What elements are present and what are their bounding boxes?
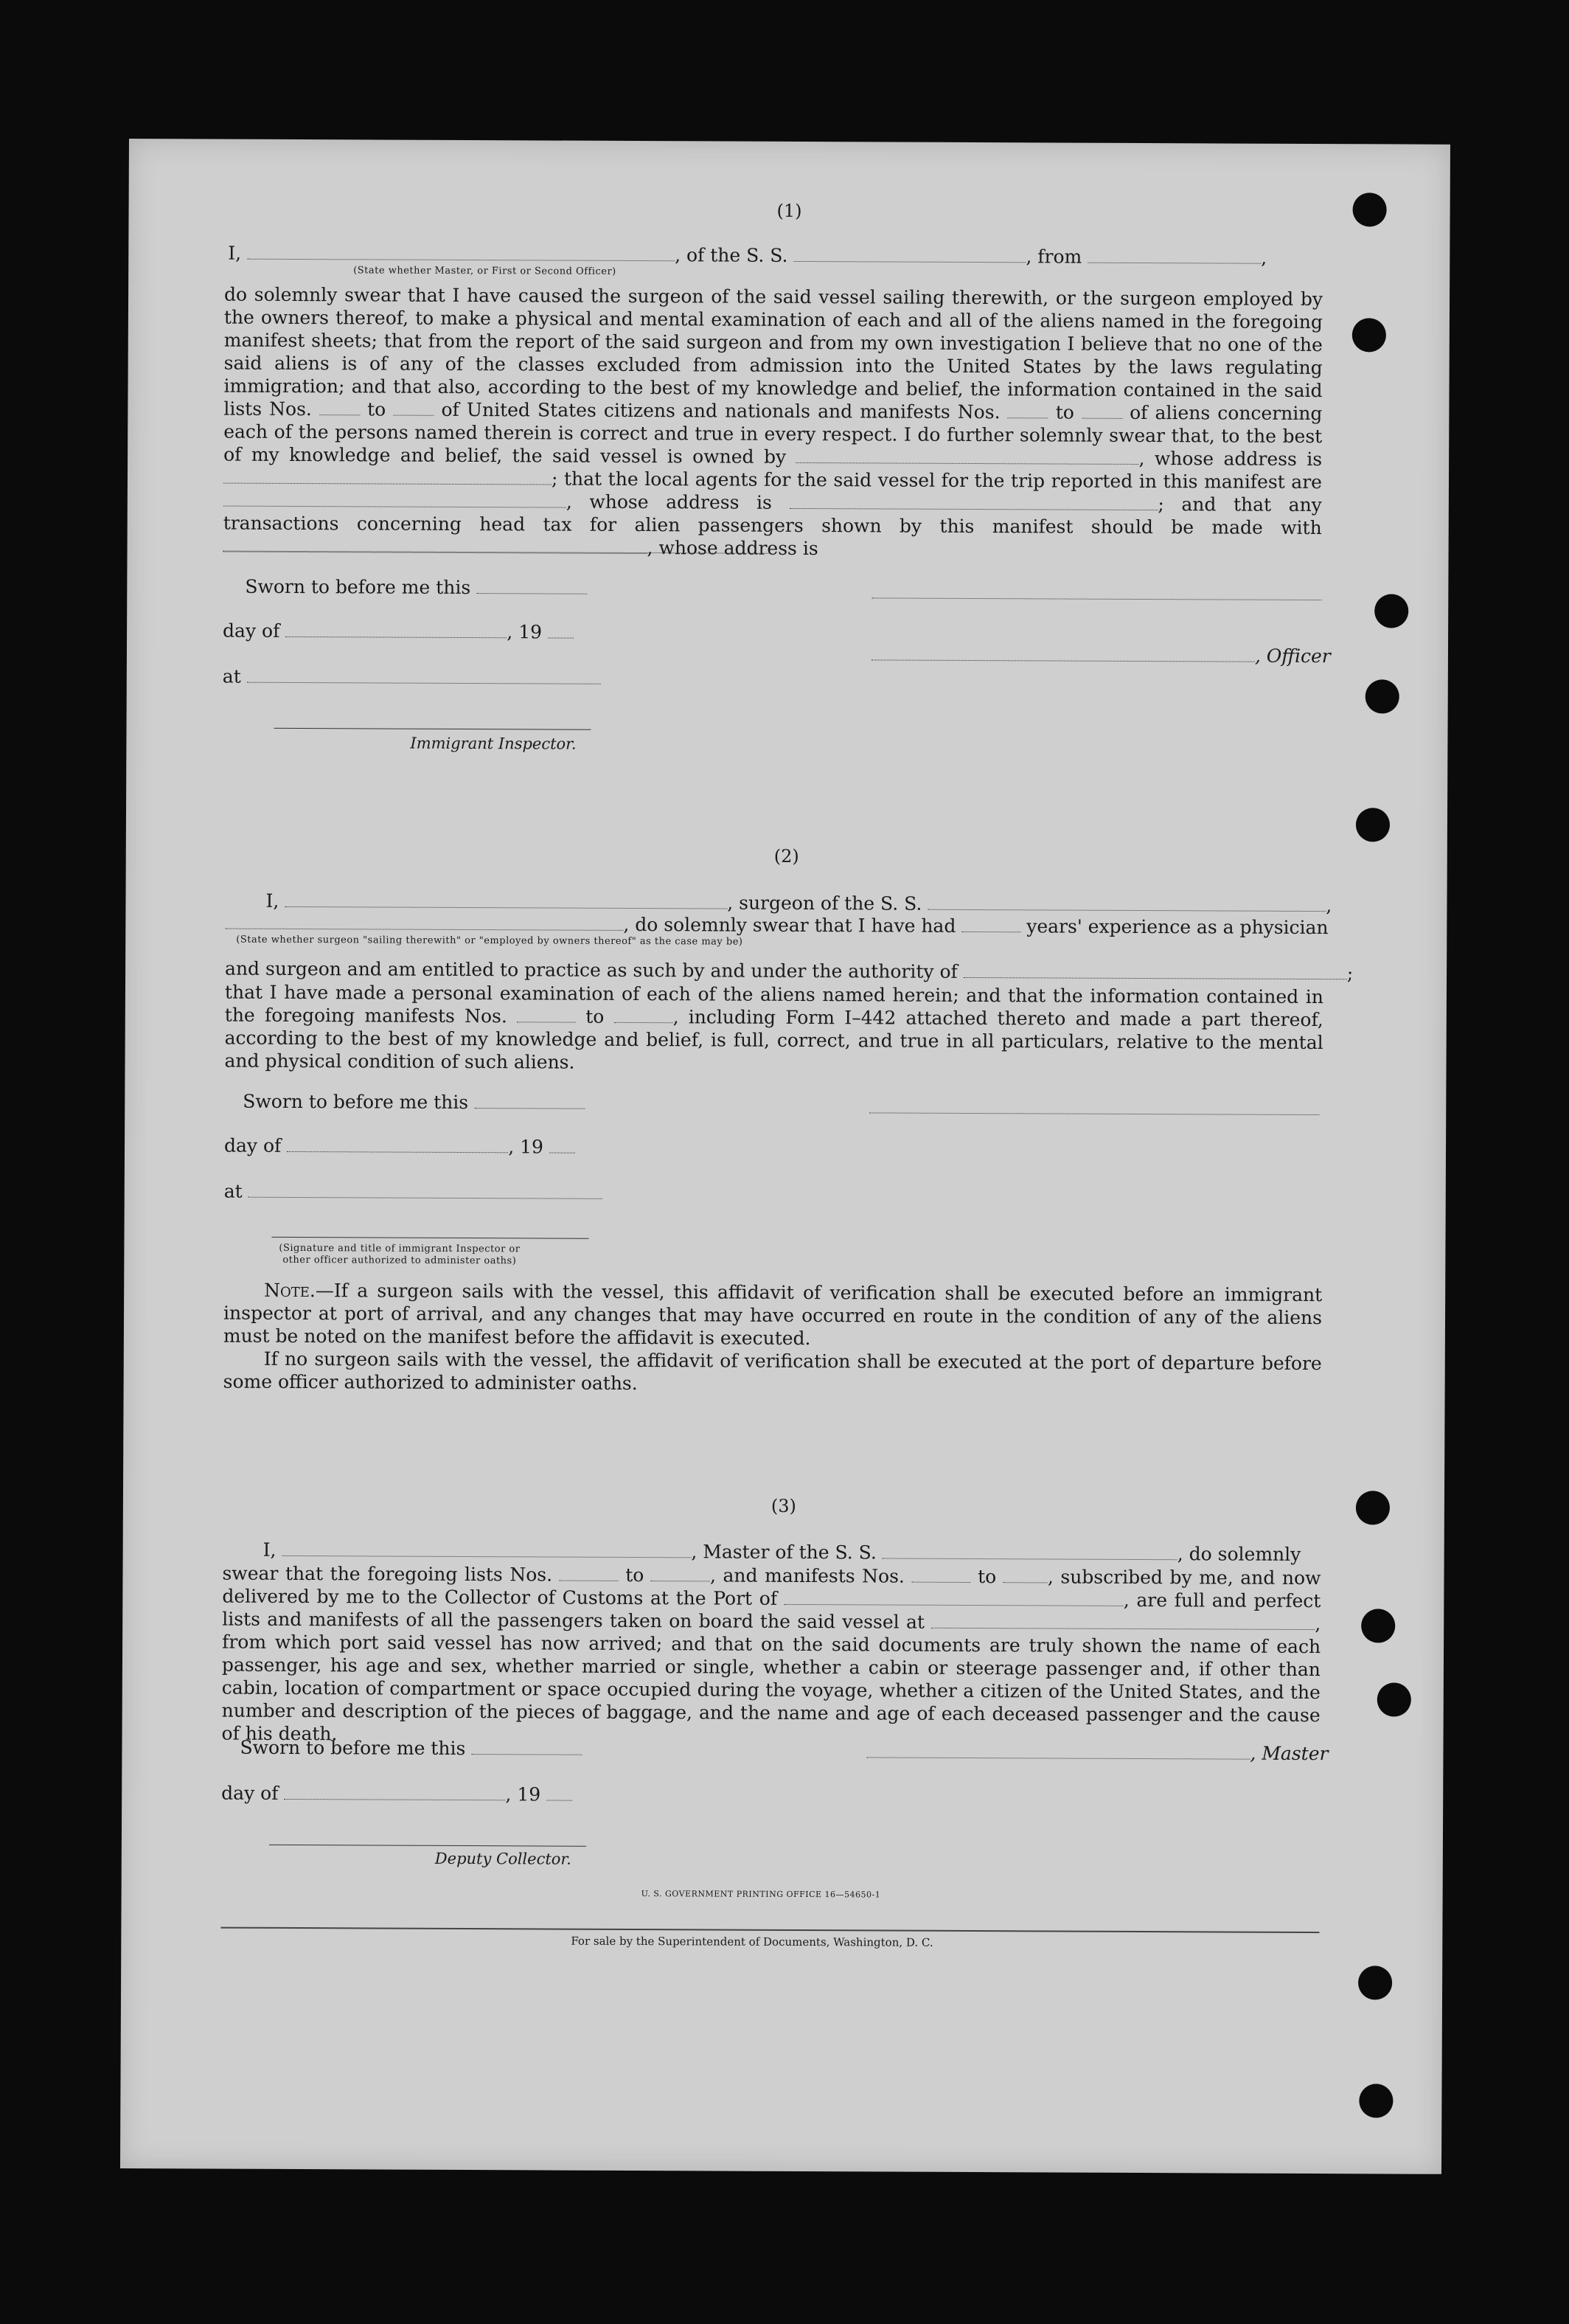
citizen-list-from-field[interactable] <box>319 401 360 415</box>
sale-notice: For sale by the Superintendent of Documents, Washington, D. C. <box>571 1934 933 1949</box>
punch-hole <box>1374 594 1408 628</box>
master-vessel-field[interactable] <box>883 1544 1177 1560</box>
section-3-master: , Master <box>866 1741 1328 1764</box>
at-location-field[interactable] <box>247 669 601 684</box>
surgeon-status-note: (State whether surgeon "sailing therewith" or "employed by owners thereof" as the case may be) <box>236 934 743 948</box>
officer-signature-line-1[interactable] <box>872 597 1321 600</box>
section-1-body: do solemnly swear that I have caused the surgeon of the said vessel sailing therewith, or the surgeon employed by the owners thereof, to make a physical and mental examination of each and all of the aliens named in the foregoing manifest sheets; that from the report of the said surgeon and from my own investigation I believe that no one of the said aliens is of any of the classes excluded from admission into the United States by the laws regulating immigration; and that also, according to the best of my knowledge and belief, the information contained in the said lists Nos. to of United States citizens and nationals and manifests Nos. to of aliens concerning each of the persons named therein is correct and true in every respect. I do further solemnly swear that, to the best of my knowledge and belief, the said vessel is owned by , whose address is ; that the local agents for the said vessel for the trip reported in this manifest are , whose address is ; and that any transactions concerning head tax for alien passengers shown by this manifest should be made with , whose address is <box>223 283 1323 560</box>
section-2-day: day of , 19 <box>224 1135 575 1158</box>
manifest-from-field-2[interactable] <box>517 1008 576 1022</box>
sworn-date-field-2[interactable] <box>474 1095 585 1109</box>
sworn-date-field[interactable] <box>476 580 587 594</box>
surgeon-signature-line[interactable] <box>869 1112 1319 1115</box>
surgeon-vessel-field[interactable] <box>928 896 1326 912</box>
officer-rank-field[interactable] <box>247 246 675 262</box>
year-field-2[interactable] <box>549 1140 575 1154</box>
footer-rule <box>220 1927 1319 1934</box>
day-month-field-2[interactable] <box>287 1138 508 1153</box>
manifest-to-field[interactable] <box>1082 405 1122 419</box>
year-field-3[interactable] <box>546 1786 572 1800</box>
master-signature-line[interactable] <box>866 1744 1250 1759</box>
agents-field[interactable] <box>223 493 566 508</box>
deputy-title: Deputy Collector. <box>434 1849 571 1868</box>
officer-signature-line-3[interactable] <box>272 1237 589 1239</box>
section-1-day: day of , 19 <box>223 620 574 643</box>
from-port-field[interactable] <box>1088 249 1261 264</box>
signature-note-2: other officer authorized to administer oaths) <box>282 1254 517 1267</box>
punch-hole <box>1361 1609 1395 1643</box>
agents-address-field[interactable] <box>789 495 1158 510</box>
port-of-field[interactable] <box>784 1591 1124 1606</box>
form-page <box>120 139 1450 2174</box>
surgeon-status-field[interactable] <box>225 915 623 931</box>
section-3-day: day of , 19 <box>221 1783 572 1806</box>
gpo-imprint: U. S. GOVERNMENT PRINTING OFFICE 16—54650-1 <box>641 1889 881 1900</box>
year-field[interactable] <box>548 624 574 638</box>
vessel-name-field[interactable] <box>793 248 1026 263</box>
manifest-from-field[interactable] <box>1008 404 1048 418</box>
punch-hole <box>1352 318 1386 352</box>
section-1-sworn: Sworn to before me this <box>245 576 587 599</box>
punch-hole <box>1377 1682 1411 1716</box>
lists-from-field[interactable] <box>560 1567 619 1581</box>
deputy-signature-line[interactable] <box>269 1845 586 1847</box>
manifests-from-field-3[interactable] <box>911 1569 970 1583</box>
section-3-line1: I, , Master of the S. S. , do solemnly <box>262 1539 1301 1565</box>
master-name-field[interactable] <box>282 1542 691 1558</box>
section-2-line3: and surgeon and am entitled to practice as such by and under the authority of ; <box>225 957 1354 985</box>
section-2-number: (2) <box>773 845 799 867</box>
signature-note-1: (Signature and title of immigrant Inspector or <box>279 1242 521 1255</box>
citizen-list-to-field[interactable] <box>393 402 434 416</box>
punch-hole <box>1359 2084 1393 2117</box>
inspector-title: Immigrant Inspector. <box>410 734 577 753</box>
section-1-line1: I, , of the S. S. , from , <box>228 242 1267 268</box>
sworn-date-field-3[interactable] <box>471 1741 582 1755</box>
punch-hole <box>1358 1966 1392 1999</box>
section-2-at: at <box>224 1181 602 1204</box>
section-2-note: Note.—If a surgeon sails with the vessel, this affidavit of verification shall be executed before an immigrant inspector at port of arrival, and any changes that may have occurred en route in the condition of any of the aliens must be noted on the manifest before the affidavit is executed. If no surgeon sails with the vessel, the affidavit of verification shall be executed at the port of departure before some officer authorized to administer oaths. <box>223 1279 1323 1395</box>
owner-address-field[interactable] <box>223 470 552 485</box>
boarding-port-field[interactable] <box>931 1614 1315 1630</box>
manifest-to-field-2[interactable] <box>614 1009 673 1023</box>
inspector-signature-line[interactable] <box>274 728 591 730</box>
day-month-field[interactable] <box>285 623 507 638</box>
surgeon-name-field[interactable] <box>285 893 727 909</box>
years-experience-field[interactable] <box>961 918 1020 932</box>
at-location-field-2[interactable] <box>248 1184 602 1199</box>
section-1-at: at <box>223 666 601 689</box>
manifests-to-field-3[interactable] <box>1003 1569 1048 1583</box>
section-1-officer: , Officer <box>872 643 1331 667</box>
officer-signature-line-2[interactable] <box>872 646 1255 662</box>
owner-field[interactable] <box>796 449 1139 465</box>
day-month-field-3[interactable] <box>284 1786 505 1800</box>
section-2-body: that I have made a personal examination of each of the aliens named herein; and that the information contained in the foregoing manifests Nos. to , including Form I–442 attached thereto and made a part thereof, according to the best of my knowledge and belief, is full, correct, and true in all particulars, relative to the mental and physical condition of such aliens. <box>224 981 1324 1073</box>
punch-hole <box>1356 808 1390 842</box>
section-2-line2: , do solemnly swear that I have had years' experience as a physician <box>225 912 1328 939</box>
lists-to-field[interactable] <box>651 1567 710 1581</box>
practice-authority-field[interactable] <box>964 964 1347 979</box>
section-3-sworn: Sworn to before me this <box>240 1737 582 1760</box>
section-3-number: (3) <box>770 1495 796 1516</box>
section-3-body: swear that the foregoing lists Nos. to , and manifests Nos. to , subscribed by me, and now delivered by me to the Collector of Customs at the Port of , are full and perfect lists and manifests of all the passengers taken on board the said vessel at , from which port said vessel has now arrived; and that on the said documents are truly shown the name of each passenger, his age and sex, whether married or single, whether a cabin or steerage passenger and, if other than cabin, location of compartment or space occupied during the voyage, whether a citizen of the United States, and the number and description of the pieces of baggage, and the name and age of each deceased passenger and the cause of his death. <box>221 1562 1321 1745</box>
punch-hole <box>1366 679 1399 713</box>
section-2-sworn: Sworn to before me this <box>243 1091 585 1114</box>
officer-rank-note: (State whether Master, or First or Second Officer) <box>353 265 616 277</box>
section-2-line1: I, , surgeon of the S. S. , <box>265 889 1332 917</box>
section-1-number: (1) <box>776 200 802 221</box>
